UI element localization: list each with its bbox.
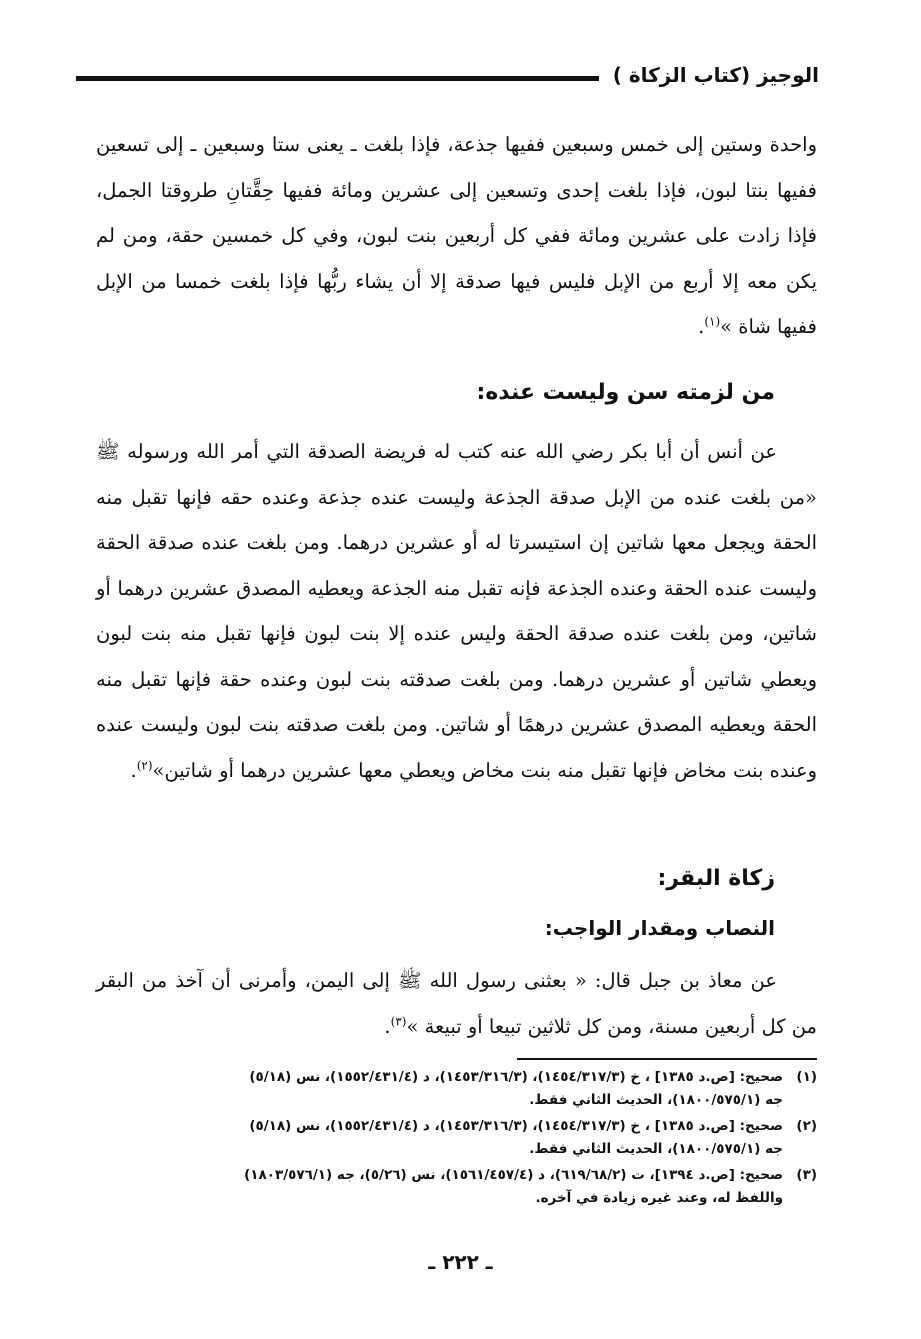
heading-cattle-zakat: زكاة البقر:	[657, 866, 775, 891]
footnote-ref-3: (٣)	[390, 1014, 407, 1028]
footnote-1	[96, 1066, 817, 1111]
footnote-number: (٣)	[796, 1167, 817, 1183]
running-header	[76, 60, 819, 90]
footnote-ref-1: (١)	[704, 314, 721, 329]
header-rule	[76, 76, 599, 81]
paragraph-text: عن أنس أن أبا بكر رضي الله عنه كتب له فريضة الصدقة التي أمر الله ورسوله ﷺ «من بلغت عنده من الإبل صدقة الجذعة وليست عنده جذعة وعنده حقه فإنها تقبل منه الحقة ويجعل معها شاتين إن استيسرتا له أو عشرين درهما. ومن بلغت عنده صدقة الحقة وليست عنده الحقة وعنده الجذعة فإنه تقبل منه الجذعة ويعطيه المصدق عشرين درهما أو شاتين، ومن بلغت عنده صدقة الحقة وليس عنده إلا بنت لبون فإنها تقبل منه بنت لبون ويعطي شاتين أو عشرين درهما. ومن بلغت صدقته بنت لبون وعنده حقة فإنها تقبل منه الحقة ويعطيه المصدق عشرين درهمًا أو شاتين. ومن بلغت صدقته بنت لبون وليست عنده وعنده بنت مخاض فإنها تقبل منه بنت مخاض ويعطي معها عشرين درهما أو شاتين»	[96, 440, 817, 782]
paragraph-text: واحدة وستين إلى خمس وسبعين ففيها جذعة، فإذا بلغت ـ يعنى ستا وسبعين ـ إلى تسعين ففيها بنتا لبون، فإذا بلغت إحدى وتسعين إلى عشرين ومائة ففيها حِقَّتانِ طروقتا الجمل، فإذا زادت على عشرين ومائة ففي كل أربعين بنت لبون، وفي كل خمسين حقة، ومن لم يكن معه إلا أربع من الإبل فليس فيها صدقة إلا أن يشاء ربُّها فإذا بلغت خمسا من الإبل ففيها شاة »	[96, 133, 817, 338]
running-title: الوجيز (كتاب الزكاة )	[612, 63, 819, 87]
paragraph-camel-zakat: واحدة وستين إلى خمس وسبعين ففيها جذعة، فإذا بلغت ـ يعنى ستا وسبعين ـ إلى تسعين ففيها بنتا لبون، فإذا بلغت إحدى وتسعين إلى عشرين ومائة ففيها حِقَّتانِ طروقتا الجمل، فإذا زادت على عشرين ومائة ففي كل أربعين بنت لبون، وفي كل خمسين حقة، ومن لم يكن معه إلا أربع من الإبل فليس فيها صدقة إلا أن يشاء ربُّها فإذا بلغت خمسا من الإبل ففيها شاة »$^{(١)}$.	[96, 133, 817, 338]
paragraph-text: عن معاذ بن جبل قال: « بعثنى رسول الله ﷺ إلى اليمن، وأمرنى أن آخذ من البقر من كل أربعين مسنة، ومن كل ثلاثين تبيعا أو تبيعة »	[96, 969, 817, 1038]
footnote-rule	[517, 1058, 817, 1060]
footnote-text: صحيح: [ص.د ١٣٨٥] ، خ (١٤٥٤/٣١٧/٣)، (١٤٥٣/٣١٦/٣)، د (١٥٥٢/٤٣١/٤)، نس (٥/١٨)	[249, 1118, 783, 1134]
end-mark: .	[384, 1014, 391, 1038]
subheading-nisab: النصاب ومقدار الواجب:	[544, 916, 775, 940]
footnote-ref-2: (٢)	[136, 758, 153, 772]
footnote-2	[96, 1115, 817, 1160]
heading-missing-age: من لزمته سن وليست عنده:	[476, 380, 775, 405]
footnote-continuation: واللفظ له، وعند غيره زيادة في آخره.	[535, 1189, 783, 1206]
footnote-continuation: جه (١٨٠٠/٥٧٥/١)، الحديث الثاني فقط.	[529, 1091, 783, 1108]
footnote-number: (٢)	[796, 1118, 817, 1134]
end-mark: .	[130, 758, 137, 782]
footnote-number: (١)	[796, 1069, 817, 1085]
footnote-continuation: جه (١٨٠٠/٥٧٥/١)، الحديث الثاني فقط.	[529, 1140, 783, 1157]
page-number: ـ ٢٢٢ ـ	[428, 1250, 493, 1274]
footnote-3	[96, 1164, 817, 1209]
footnotes	[96, 1066, 817, 1213]
footnote-text: صحيح: [ص.د ١٣٨٥] ، خ (١٤٥٤/٣١٧/٣)، (١٤٥٣/٣١٦/٣)، د (١٥٥٢/٤٣١/٤)، نس (٥/١٨)	[249, 1069, 783, 1085]
paragraph-cattle	[96, 958, 817, 1049]
paragraph-missing-age	[96, 429, 817, 793]
footnote-text: صحيح: [ص.د ١٣٩٤]، ت (٦١٩/٦٨/٢)، د (١٥٦١/٤٥٧/٤)، نس (٥/٢٦)، جه (١٨٠٣/٥٧٦/١)	[244, 1167, 783, 1183]
